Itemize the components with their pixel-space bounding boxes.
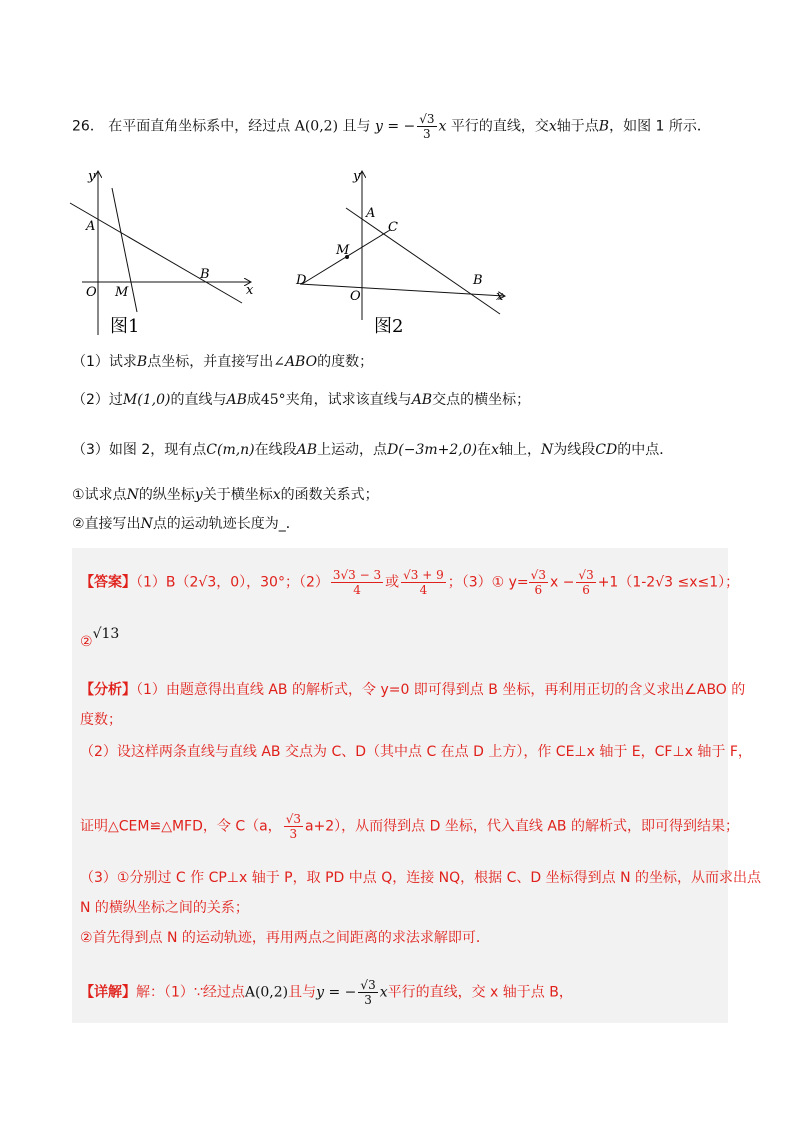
detail-line: 【详解】解：（1）∵经过点A(0,2)且与y = − $\frac{√3}{3}$ x平行的直线，交 x 轴于点 B， xyxy=(80,978,573,1007)
question-line: 26． 在平面直角坐标系中，经过点 A(0,2) 且与 y = − $\frac{√3}{3}$ x 平行的直线，交x轴于点B，如图 1 所示． xyxy=(72,112,711,141)
analysis-line-5: （3）①分别过 C 作 CP⊥x 轴于 P，取 PD 中点 Q，连接 NQ，根据 C、D 坐标得到点 N 的坐标，从而求出点 xyxy=(80,870,761,886)
analysis-line-1: 【分析】（1）由题意得出直线 AB 的解析式，令 y=0 即可得到点 B 坐标，再利用正切的含义求出∠ABO 的 xyxy=(80,682,746,698)
figure-1-caption: 图1 xyxy=(110,316,140,337)
detail-tag: 【详解】 xyxy=(80,984,136,1001)
solution-panel xyxy=(72,548,728,1023)
label-a: A xyxy=(366,206,376,221)
sub-question-1: ①试求点N的纵坐标y关于横坐标x的函数关系式； xyxy=(72,487,379,503)
label-a: A xyxy=(86,219,96,234)
analysis-line-7: ②首先得到点 N 的运动轨迹，再用两点之间距离的求法求解即可． xyxy=(80,930,490,946)
analysis-line-4: 证明△CEM≌△MFD，令 C（a， $\frac{√3}{3}$ a+2），从而得到点 D 坐标，代入直线 AB 的解析式，即可得到结果； xyxy=(80,812,739,841)
part-3: （3）如图 2，现有点C(m,n)在线段AB上运动，点D(−3m+2,0)在x轴上，N为线段CD的中点． xyxy=(72,442,674,458)
label-b: B xyxy=(200,267,210,282)
analysis-line-6: N 的横纵坐标之间的关系； xyxy=(80,900,249,916)
label-y: y xyxy=(88,169,96,184)
figure-2-caption: 图2 xyxy=(374,316,404,337)
label-x: x xyxy=(496,289,504,304)
label-o: O xyxy=(350,289,361,304)
point-a: A(0,2) xyxy=(294,118,339,135)
label-x: x xyxy=(246,283,254,298)
answer-tag: 【答案】 xyxy=(80,574,136,591)
figure-1 xyxy=(60,160,270,340)
label-b: B xyxy=(473,273,483,288)
part-1: （1）试求B点坐标，并直接写出∠ABO的度数； xyxy=(72,354,374,370)
label-y: y xyxy=(353,169,361,184)
figure-2 xyxy=(290,160,520,340)
label-c: C xyxy=(388,220,398,235)
sqrt-13: √13 xyxy=(92,626,120,642)
answer-line: 【答案】（1）B（2√3，0），30°；（2） $\frac{3√3 - 3}{4}$ 或 $\frac{√3 + 9}{4}$ ；（3）① y= $\frac{√3}{6}$ x − $\frac{√3}{6}$ +1（1-2√3 ≤x≤1）； xyxy=(80,568,740,597)
label-o: O xyxy=(86,285,97,300)
analysis-line-3: （2）设这样两条直线与直线 AB 交点为 C、D（其中点 C 在点 D 上方），作 CE⊥x 轴于 E，CF⊥x 轴于 F， xyxy=(80,744,752,760)
fraction: $\frac{√3}{3}$ xyxy=(419,112,435,141)
analysis-line-2: 度数； xyxy=(80,712,122,728)
sub-question-2: ②直接写出N点的运动轨迹长度为_． xyxy=(72,516,300,532)
part-2: （2）过M(1,0)的直线与AB成45°夹角，试求该直线与AB交点的横坐标； xyxy=(72,392,531,408)
question-number: 26． xyxy=(72,118,104,135)
line-ab xyxy=(346,208,500,314)
analysis-tag: 【分析】 xyxy=(80,682,136,698)
label-m: M xyxy=(115,285,129,300)
label-d: D xyxy=(296,273,307,288)
answer-line-2: ②√13 xyxy=(80,626,120,650)
label-m: M xyxy=(336,243,350,258)
